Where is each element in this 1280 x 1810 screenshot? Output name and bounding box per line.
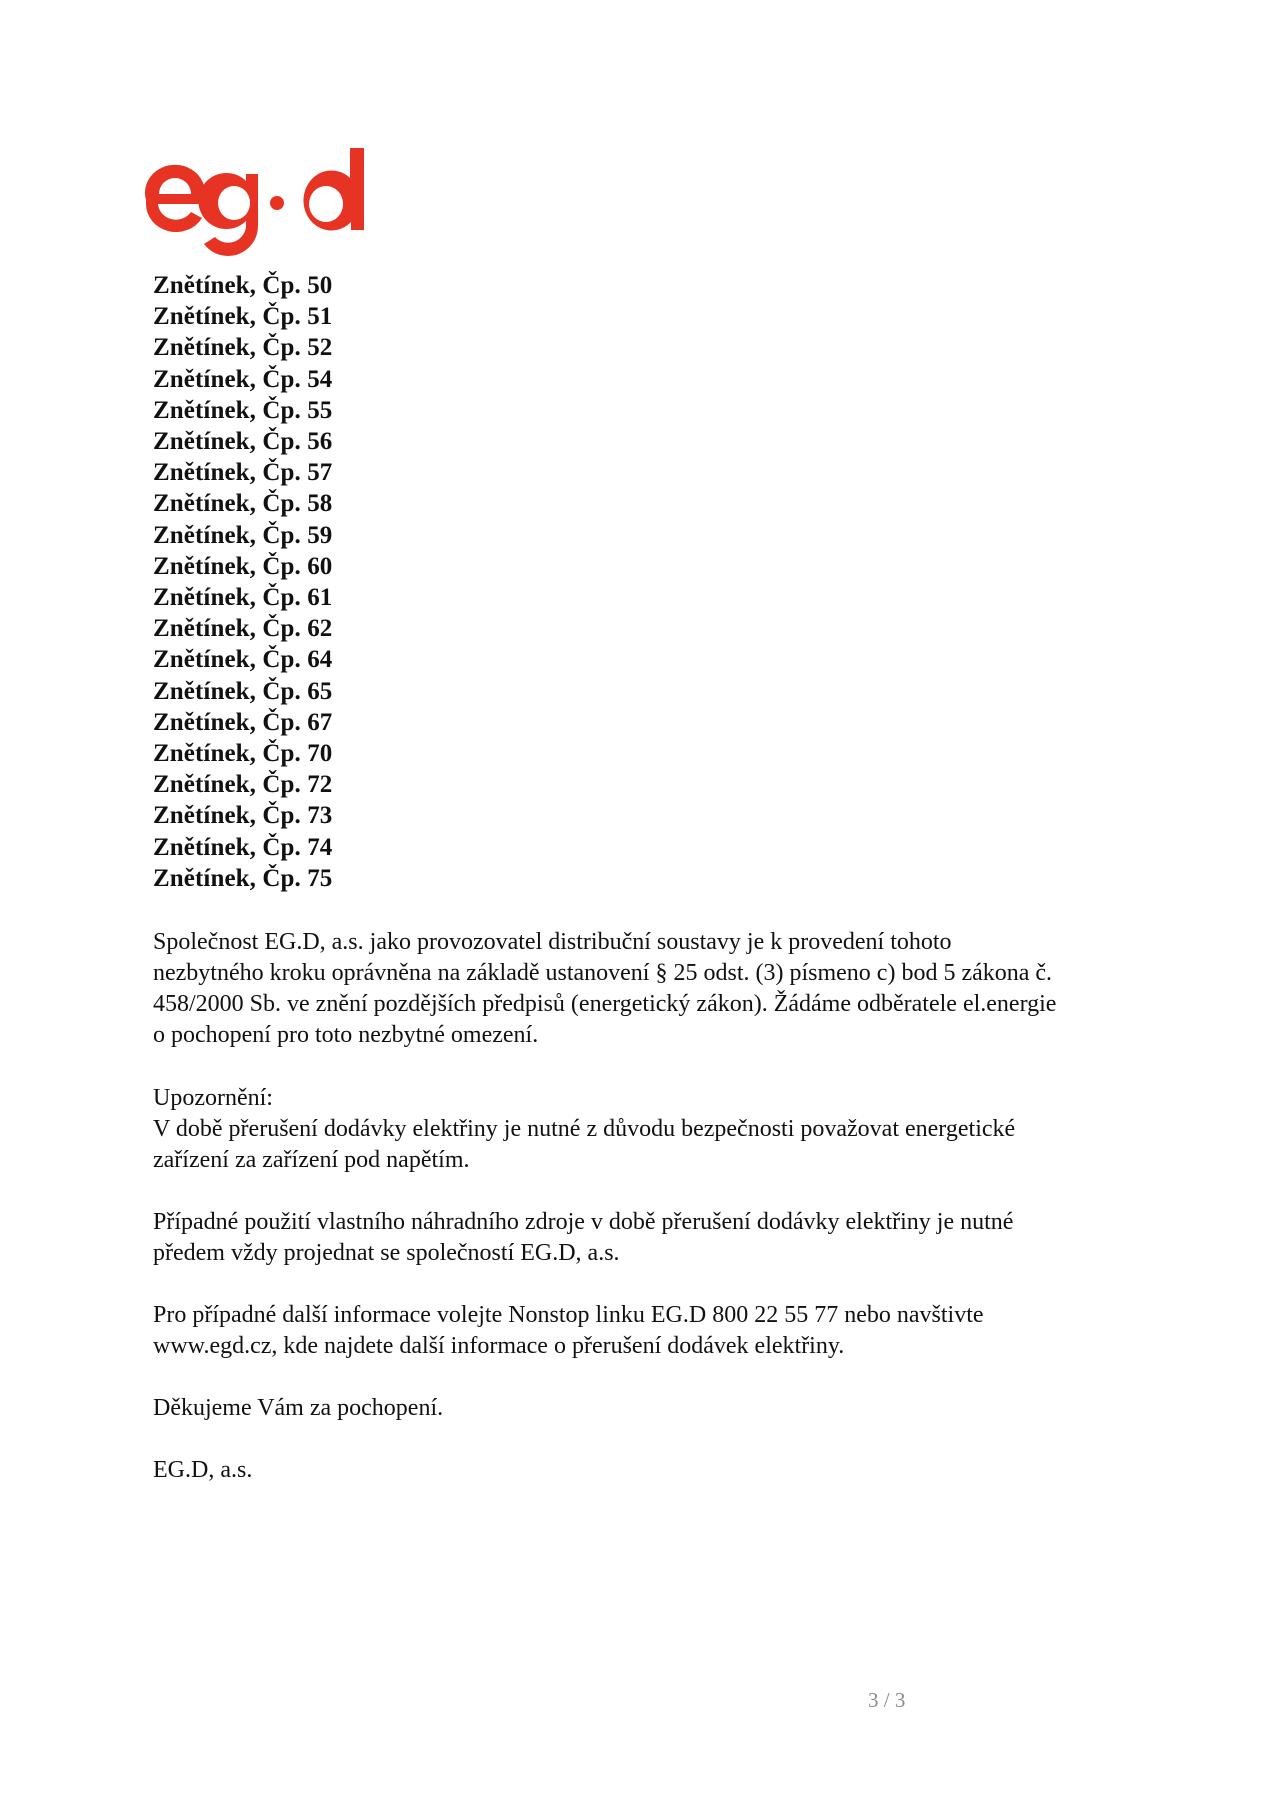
address-item: Znětínek, Čp. 75 (153, 864, 333, 892)
address-item: Znětínek, Čp. 50 (153, 272, 333, 299)
address-item: Znětínek, Čp. 57 (153, 459, 333, 487)
address-item: Znětínek, Čp. 67 (153, 708, 333, 736)
info-line: Pro případné další informace volejte Nonstop linku EG.D 800 22 55 77 nebo navštivte (153, 1302, 984, 1328)
address-item: Znětínek, Čp. 54 (153, 365, 333, 393)
address-item: Znětínek, Čp. 51 (153, 303, 333, 331)
address-item: Znětínek, Čp. 60 (153, 552, 333, 580)
warning-paragraph (153, 1083, 1153, 1176)
address-item: Znětínek, Čp. 73 (153, 802, 333, 830)
address-item: Znětínek, Čp. 72 (153, 771, 333, 799)
egd-logo-image (140, 148, 370, 263)
address-item: Znětínek, Čp. 56 (153, 428, 333, 456)
address-item: Znětínek, Čp. 52 (153, 334, 333, 362)
info-line: www.egd.cz, kde najdete další informace o přerušení dodávek elektřiny. (153, 1333, 845, 1359)
legal-line: Společnost EG.D, a.s. jako provozovatel distribuční soustavy je k provedení tohoto (153, 929, 952, 955)
signature: EG.D, a.s. (153, 1457, 253, 1483)
address-item: Znětínek, Čp. 55 (153, 396, 333, 424)
address-item: Znětínek, Čp. 62 (153, 615, 333, 643)
generator-line: předem vždy projednat se společností EG.D, a.s. (153, 1240, 620, 1266)
info-paragraph (153, 1300, 1153, 1362)
address-item: Znětínek, Čp. 70 (153, 740, 333, 768)
page-number: 3 / 3 (868, 1688, 906, 1712)
legal-line: 458/2000 Sb. ve znění pozdějších předpisů (energetický zákon). Žádáme odběratele el.energie (153, 991, 1057, 1017)
legal-paragraph (153, 927, 1153, 1051)
thanks-paragraph: Děkujeme Vám za pochopení. (153, 1395, 444, 1421)
address-list (153, 270, 332, 894)
egd-logo (140, 148, 370, 263)
generator-line: Případné použití vlastního náhradního zdroje v době přerušení dodávky elektřiny je nutné (153, 1209, 1014, 1235)
warning-line: V době přerušení dodávky elektřiny je nutné z důvodu bezpečnosti považovat energetické (153, 1116, 1016, 1142)
address-item: Znětínek, Čp. 64 (153, 646, 333, 674)
generator-paragraph (153, 1207, 1153, 1269)
legal-line: o pochopení pro toto nezbytné omezení. (153, 1022, 539, 1048)
legal-line: nezbytného kroku oprávněna na základě ustanovení § 25 odst. (3) písmeno c) bod 5 zákona č. (153, 960, 1053, 986)
address-item: Znětínek, Čp. 65 (153, 677, 333, 705)
warning-line: Upozornění: (153, 1085, 273, 1111)
address-item: Znětínek, Čp. 58 (153, 490, 333, 518)
address-item: Znětínek, Čp. 59 (153, 521, 333, 549)
warning-line: zařízení za zařízení pod napětím. (153, 1147, 470, 1173)
address-item: Znětínek, Čp. 61 (153, 584, 333, 612)
address-item: Znětínek, Čp. 74 (153, 833, 333, 861)
